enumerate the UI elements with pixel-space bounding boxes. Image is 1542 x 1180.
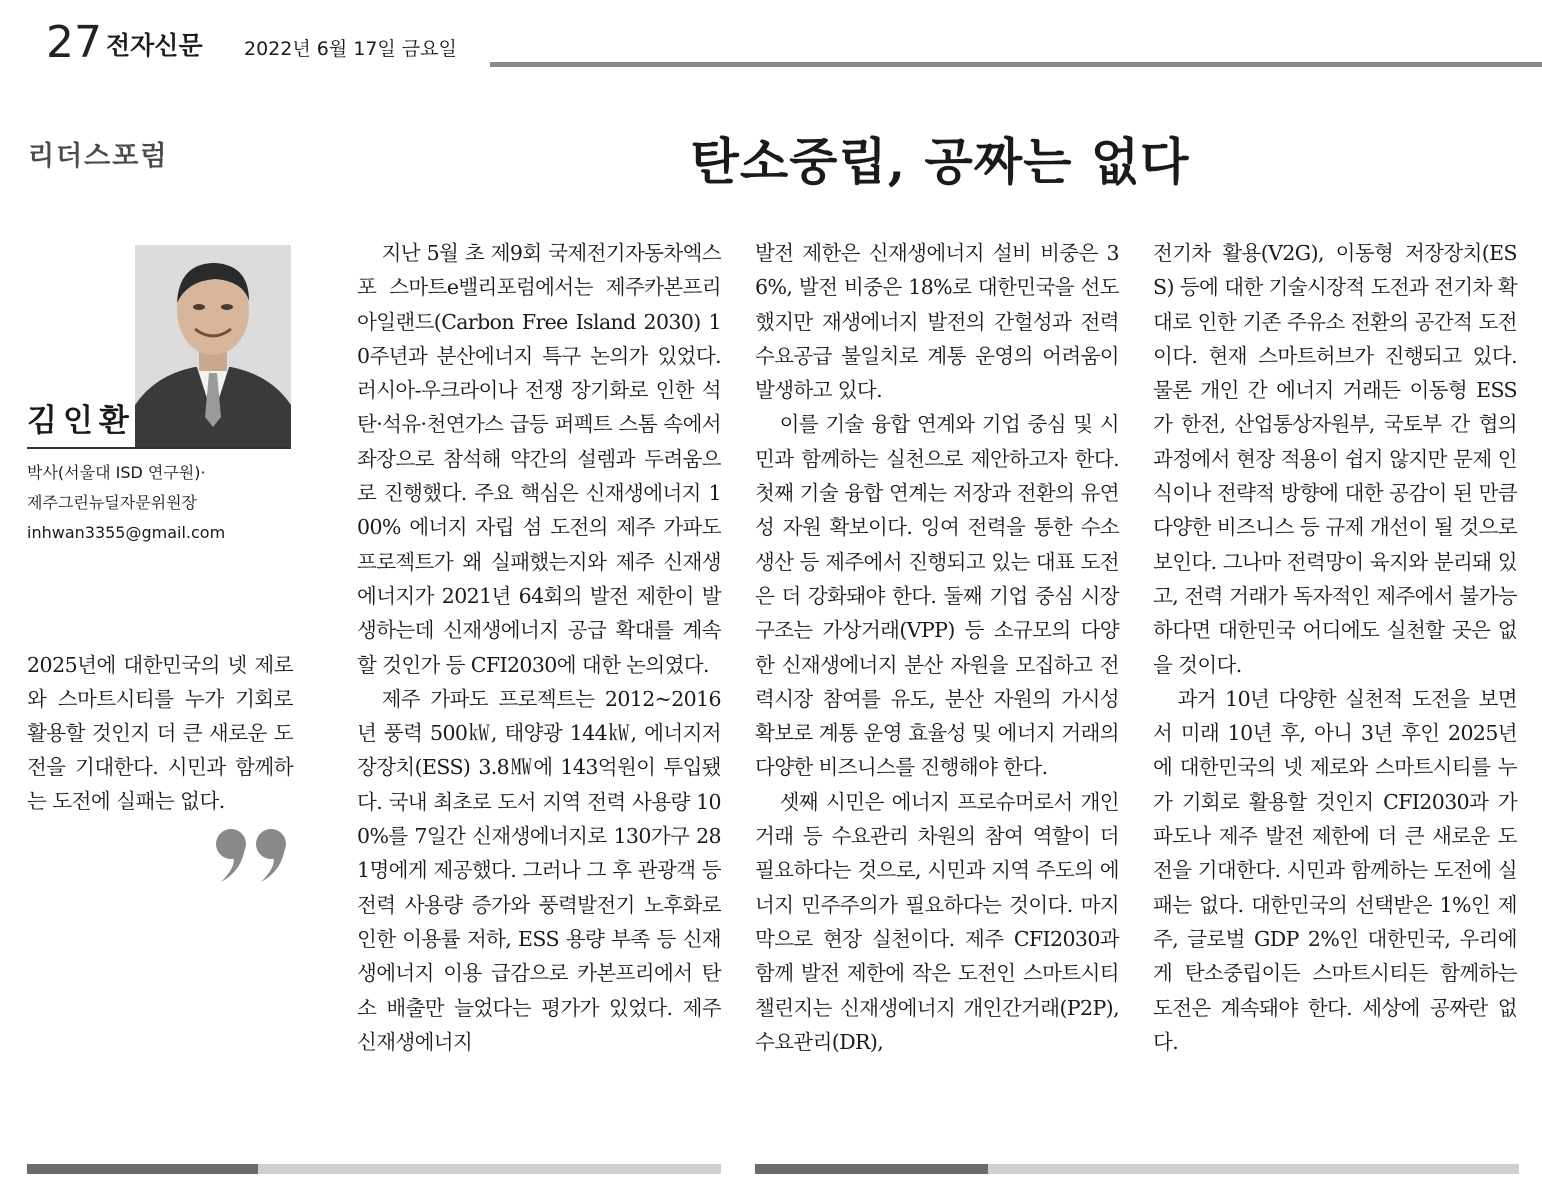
author-title: 박사(서울대 ISD 연구원)· [27, 463, 206, 482]
paragraph: 셋째 시민은 에너지 프로슈머로서 개인 거래 등 수요관리 차원의 참여 역할이 더 필요하다는 것으로, 시민과 지역 주도의 에너지 민주주의가 필요하다는 것이다. 마지막으로 현장 실천이다. 제주 CFI2030과 함께 발전 제한에 작은 도전인 스마트시티챌린지는 신재생에너지 개인간거래(P2P), 수요관리(DR), [755, 789, 1119, 1054]
article-column-3 [1153, 236, 1517, 1059]
author-divider [27, 447, 291, 449]
issue-date: 2022년 6월 17일 금요일 [244, 38, 457, 60]
section-label: 리더스포럼 [28, 141, 169, 172]
header-rule [490, 62, 1542, 67]
footer-bar-right [755, 1164, 1519, 1174]
page-number: 27 [46, 17, 102, 68]
paragraph: 발전 제한은 신재생에너지 설비 비중은 36%, 발전 비중은 18%로 대한민국을 선도했지만 재생에너지 발전의 간헐성과 전력 수요공급 불일치로 계통 운영의 어려움이 발생하고 있다. [755, 241, 1119, 403]
portrait-photo [135, 245, 291, 447]
author-name: 김인환 [27, 403, 135, 439]
paragraph: 지난 5월 초 제9회 국제전기자동차엑스포 스마트e밸리포럼에서는 제주카본프리아일랜드(Carbon Free Island 2030) 10주년과 분산에너지 특구 논의가 있었다. 러시아-우크라이나 전쟁 장기화로 인한 석탄·석유·천연가스 급등 퍼펙트 스톰 속에서 좌장으로 참석해 약간의 설렘과 두려움으로 진행했다. 주요 핵심은 신재생에너지 100% 에너지 자립 섬 도전의 제주 가파도 프로젝트가 왜 실패했는지와 제주 신재생에너지가 2021년 64회의 발전 제한이 발생하는데 신재생에너지 공급 확대를 계속할 것인가 등 CFI2030에 대한 논의였다. [357, 241, 721, 677]
paragraph: 전기차 활용(V2G), 이동형 저장장치(ESS) 등에 대한 기술시장적 도전과 전기차 확대로 인한 기존 주유소 전환의 공간적 도전이다. 현재 스마트허브가 진행되고 있다. 물론 개인 간 에너지 거래든 이동형 ESS가 한전, 산업통상자원부, 국토부 간 협의 과정에서 현장 적용이 쉽지 않지만 문제 인식이나 전략적 방향에 대한 공감이 된 만큼 다양한 비즈니스 등 규제 개선이 될 것으로 보인다. 그나마 전력망이 육지와 분리돼 있고, 전력 거래가 독자적인 제주에서 불가능하다면 대한민국 어디에도 실천할 곳은 없을 것이다. [1153, 241, 1517, 677]
author-info [27, 458, 297, 548]
portrait-illustration [135, 245, 291, 447]
footer-bar-accent [27, 1164, 258, 1174]
author-email: inhwan3355@gmail.com [27, 523, 226, 542]
footer-bar-left [27, 1164, 721, 1174]
newspaper-name: 전자신문 [106, 31, 203, 60]
page-header [0, 0, 1542, 80]
author-affiliation: 제주그린뉴딜자문위원장 [27, 493, 198, 512]
article-column-1 [357, 236, 721, 1059]
article-column-2 [755, 236, 1119, 1059]
pullquote: 2025년에 대한민국의 넷 제로와 스마트시티를 누가 기회로 활용할 것인지 더 큰 새로운 도전을 기대한다. 시민과 함께하는 도전에 실패는 없다. [27, 653, 293, 813]
closing-quote-icon [213, 826, 293, 886]
author-box [27, 245, 291, 447]
article-headline: 탄소중립, 공짜는 없다 [690, 132, 1190, 191]
paragraph: 이를 기술 융합 연계와 기업 중심 및 시민과 함께하는 실천으로 제안하고자 한다. 첫째 기술 융합 연계는 저장과 전환의 유연성 자원 확보이다. 잉여 전력을 통한 수소 생산 등 제주에서 진행되고 있는 대표 도전은 더 강화돼야 한다. 둘째 기업 중심 시장구조는 가상거래(VPP) 등 소규모의 다양한 신재생에너지 분산 자원을 모집하고 전력시장 참여를 유도, 분산 자원의 가시성 확보로 계통 운영 효율성 및 에너지 거래의 다양한 비즈니스를 진행해야 한다. [755, 412, 1119, 780]
paragraph: 과거 10년 다양한 실천적 도전을 보면서 미래 10년 후, 아니 3년 후인 2025년에 대한민국의 넷 제로와 스마트시티를 누가 기회로 활용할 것인지 CFI2030과 가파도나 제주 발전 제한에 더 큰 새로운 도전을 기대한다. 시민과 함께하는 도전에 실패는 없다. 대한민국의 선택받은 1%인 제주, 글로벌 GDP 2%인 대한민국, 우리에게 탄소중립이든 스마트시티든 함께하는 도전은 계속돼야 한다. 세상에 공짜란 없다. [1153, 686, 1517, 1054]
paragraph: 제주 가파도 프로젝트는 2012~2016년 풍력 500㎾, 태양광 144㎾, 에너지저장장치(ESS) 3.8㎿에 143억원이 투입됐다. 국내 최초로 도서 지역 전력 사용량 100%를 7일간 신재생에너지로 130가구 281명에게 제공했다. 그러나 그 후 관광객 등 전력 사용량 증가와 풍력발전기 노후화로 인한 이용률 저하, ESS 용량 부족 등 신재생에너지 이용 급감으로 카본프리에서 탄소 배출만 늘었다는 평가가 있었다. 제주 신재생에너지 [357, 686, 721, 1054]
footer-bar-accent [755, 1164, 988, 1174]
